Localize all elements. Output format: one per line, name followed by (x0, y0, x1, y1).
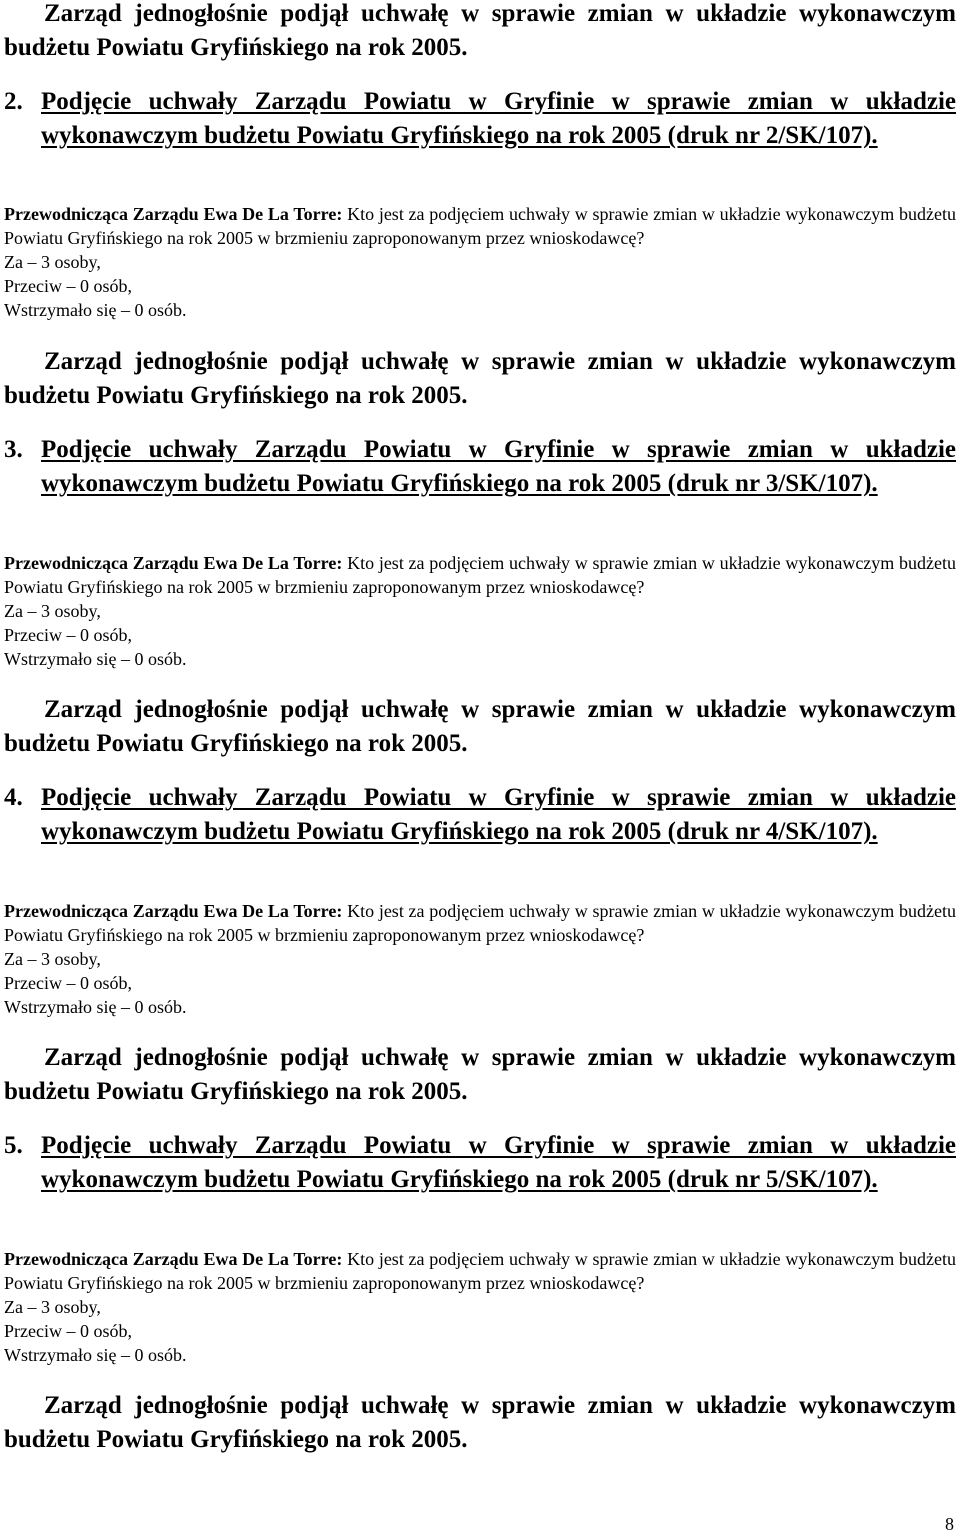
agenda-item-title: Podjęcie uchwały Zarządu Powiatu w Gryfinie w sprawie zmian w układzie wykonawczym budżetu Powiatu Gryfińskiego na rok 2005 (druk nr 4/SK/107). (41, 784, 956, 845)
speech-paragraph (4, 1247, 956, 1295)
votes-abstain: Wstrzymało się – 0 osób. (4, 300, 187, 320)
agenda-item-number: 4. (4, 784, 23, 811)
votes-for: Za – 3 osoby, (4, 601, 101, 621)
agenda-item-number: 2. (4, 88, 23, 115)
agenda-item-title: Podjęcie uchwały Zarządu Powiatu w Gryfinie w sprawie zmian w układzie wykonawczym budżetu Powiatu Gryfińskiego na rok 2005 (druk nr 2/SK/107). (41, 88, 956, 149)
votes-against: Przeciw – 0 osób, (4, 973, 132, 993)
speaker-name: Przewodnicząca Zarządu Ewa De La Torre: (4, 1249, 343, 1269)
vote-results (4, 250, 404, 322)
resolution-text: Zarząd jednogłośnie podjął uchwałę w sprawie zmian w układzie wykonawczym budżetu Powiatu Gryfińskiego na rok 2005. (4, 1392, 956, 1453)
speech-question: Kto jest za podjęciem uchwały w sprawie zmian w układzie wykonawczym budżetu Powiatu Gryfińskiego na rok 2005 w brzmieniu zaproponowanym przez wnioskodawcę? (4, 204, 957, 248)
agenda-item-4 (4, 781, 956, 849)
agenda-item-2 (4, 85, 956, 153)
votes-for: Za – 3 osoby, (4, 252, 101, 272)
resolution-text: Zarząd jednogłośnie podjął uchwałę w sprawie zmian w układzie wykonawczym budżetu Powiatu Gryfińskiego na rok 2005. (4, 348, 956, 409)
speaker-name: Przewodnicząca Zarządu Ewa De La Torre: (4, 553, 343, 573)
speech-question: Kto jest za podjęciem uchwały w sprawie zmian w układzie wykonawczym budżetu Powiatu Gryfińskiego na rok 2005 w brzmieniu zaproponowanym przez wnioskodawcę? (4, 901, 957, 945)
agenda-item-3 (4, 433, 956, 501)
speech-question: Kto jest za podjęciem uchwały w sprawie zmian w układzie wykonawczym budżetu Powiatu Gryfińskiego na rok 2005 w brzmieniu zaproponowanym przez wnioskodawcę? (4, 553, 957, 597)
speech-paragraph (4, 899, 956, 947)
votes-for: Za – 3 osoby, (4, 1297, 101, 1317)
agenda-item-number: 5. (4, 1132, 23, 1159)
vote-results (4, 1295, 404, 1367)
agenda-item-number: 3. (4, 436, 23, 463)
votes-abstain: Wstrzymało się – 0 osób. (4, 649, 187, 669)
resolution-text: Zarząd jednogłośnie podjął uchwałę w sprawie zmian w układzie wykonawczym budżetu Powiatu Gryfińskiego na rok 2005. (4, 1044, 956, 1105)
resolution-text: Zarząd jednogłośnie podjął uchwałę w sprawie zmian w układzie wykonawczym budżetu Powiatu Gryfińskiego na rok 2005. (4, 0, 956, 61)
votes-abstain: Wstrzymało się – 0 osób. (4, 1345, 187, 1365)
vote-results (4, 599, 404, 671)
speech-question: Kto jest za podjęciem uchwały w sprawie zmian w układzie wykonawczym budżetu Powiatu Gryfińskiego na rok 2005 w brzmieniu zaproponowanym przez wnioskodawcę? (4, 1249, 957, 1293)
resolution-text: Zarząd jednogłośnie podjął uchwałę w sprawie zmian w układzie wykonawczym budżetu Powiatu Gryfińskiego na rok 2005. (4, 696, 956, 757)
agenda-item-title: Podjęcie uchwały Zarządu Powiatu w Gryfinie w sprawie zmian w układzie wykonawczym budżetu Powiatu Gryfińskiego na rok 2005 (druk nr 5/SK/107). (41, 1132, 956, 1193)
votes-abstain: Wstrzymało się – 0 osób. (4, 997, 187, 1017)
vote-results (4, 947, 404, 1019)
agenda-item-title: Podjęcie uchwały Zarządu Powiatu w Gryfinie w sprawie zmian w układzie wykonawczym budżetu Powiatu Gryfińskiego na rok 2005 (druk nr 3/SK/107). (41, 436, 956, 497)
votes-against: Przeciw – 0 osób, (4, 625, 132, 645)
page-number: 8 (945, 1514, 954, 1534)
agenda-item-5 (4, 1129, 956, 1197)
speech-paragraph (4, 551, 956, 599)
speaker-name: Przewodnicząca Zarządu Ewa De La Torre: (4, 204, 343, 224)
speech-paragraph (4, 202, 956, 250)
votes-against: Przeciw – 0 osób, (4, 276, 132, 296)
votes-for: Za – 3 osoby, (4, 949, 101, 969)
speaker-name: Przewodnicząca Zarządu Ewa De La Torre: (4, 901, 343, 921)
votes-against: Przeciw – 0 osób, (4, 1321, 132, 1341)
